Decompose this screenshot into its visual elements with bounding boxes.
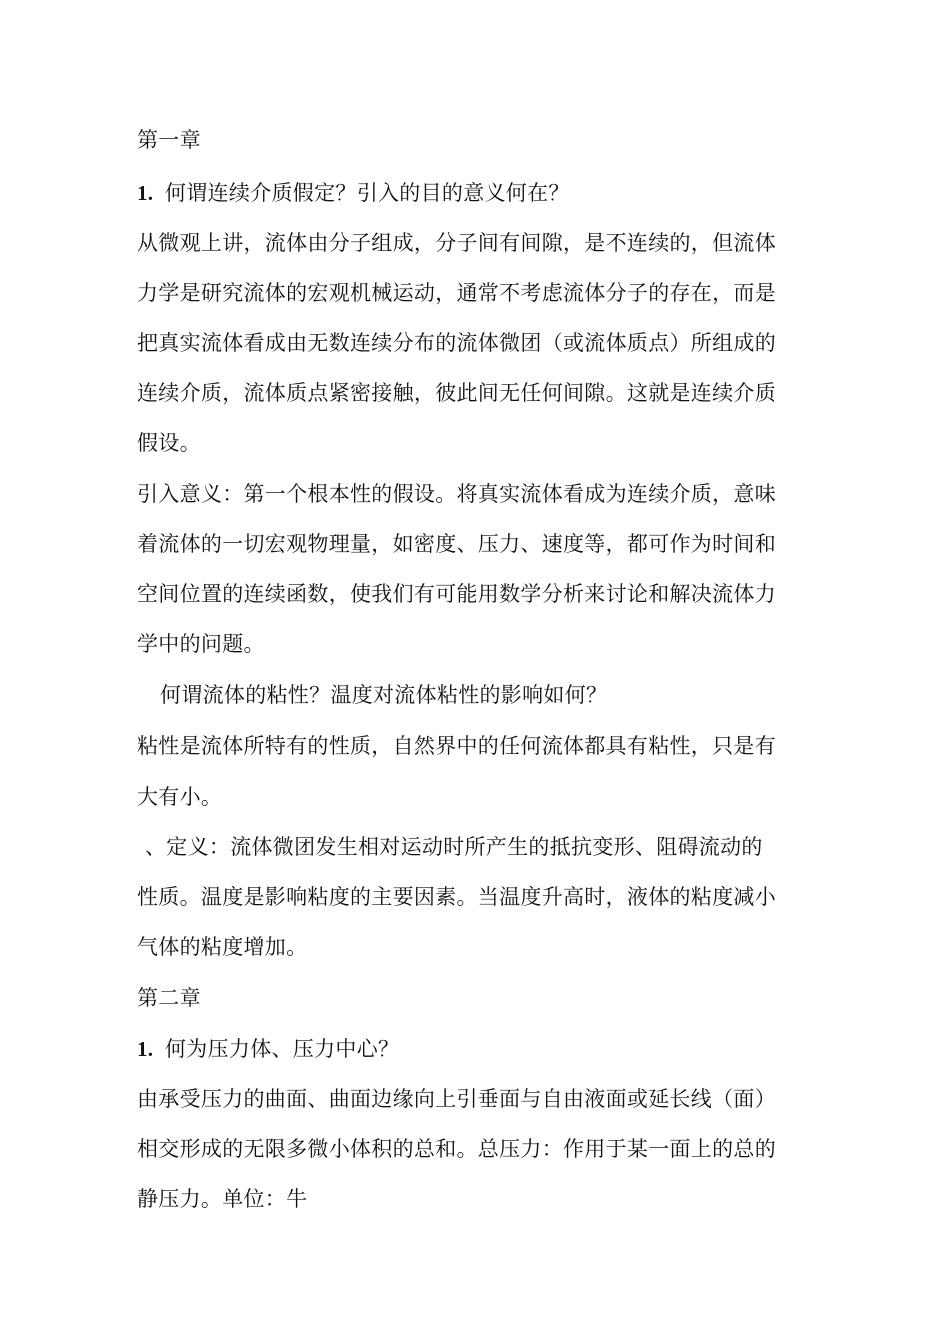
paragraph-line: 空间位置的连续函数，使我们有可能用数学分析来讨论和解决流体力: [137, 582, 776, 606]
question-text: 何谓连续介质假定？引入的目的意义何在？: [165, 181, 570, 205]
paragraph-line: 力学是研究流体的宏观机械运动，通常不考虑流体分子的存在，而是: [137, 281, 776, 305]
paragraph-line: 相交形成的无限多微小体积的总和。总压力：作用于某一面上的总的: [137, 1137, 776, 1161]
chapter1-q2: 何谓流体的粘性？温度对流体粘性的影响如何？: [160, 683, 608, 707]
paragraph-line: 粘性是流体所特有的性质，自然界中的任何流体都具有粘性，只是有: [137, 734, 776, 758]
paragraph-line: 大有小。: [137, 785, 223, 809]
paragraph-line: 、定义：流体微团发生相对运动时所产生的抵抗变形、阻碍流动的: [145, 835, 763, 859]
chapter1-q1: [137, 180, 570, 206]
question-text: 何为压力体、压力中心？: [165, 1037, 400, 1061]
paragraph-line: 由承受压力的曲面、曲面边缘向上引垂面与自由液面或延长线（面）: [137, 1087, 776, 1111]
chapter2-q1: [137, 1036, 399, 1062]
paragraph-line: 假设。: [137, 431, 201, 455]
paragraph-line: 从微观上讲，流体由分子组成，分子间有间隙，是不连续的，但流体: [137, 231, 776, 255]
paragraph-line: 把真实流体看成由无数连续分布的流体微团（或流体质点）所组成的: [137, 331, 776, 355]
paragraph-line: 学中的问题。: [137, 632, 265, 656]
question-number: 1.: [137, 1037, 154, 1061]
paragraph-line: 性质。温度是影响粘度的主要因素。当温度升高时，液体的粘度减小: [137, 885, 776, 909]
chapter2-heading: 第二章: [137, 986, 201, 1010]
paragraph-line: 气体的粘度增加。: [137, 935, 308, 959]
chapter1-heading: 第一章: [137, 128, 201, 152]
paragraph-line: 连续介质，流体质点紧密接触，彼此间无任何间隙。这就是连续介质: [137, 381, 776, 405]
paragraph-line: 静压力。单位：牛: [137, 1187, 308, 1211]
question-number: 1.: [137, 181, 154, 205]
paragraph-line: 着流体的一切宏观物理量，如密度、压力、速度等，都可作为时间和: [137, 532, 776, 556]
paragraph-line: 引入意义：第一个根本性的假设。将真实流体看成为连续介质，意味: [137, 482, 776, 506]
